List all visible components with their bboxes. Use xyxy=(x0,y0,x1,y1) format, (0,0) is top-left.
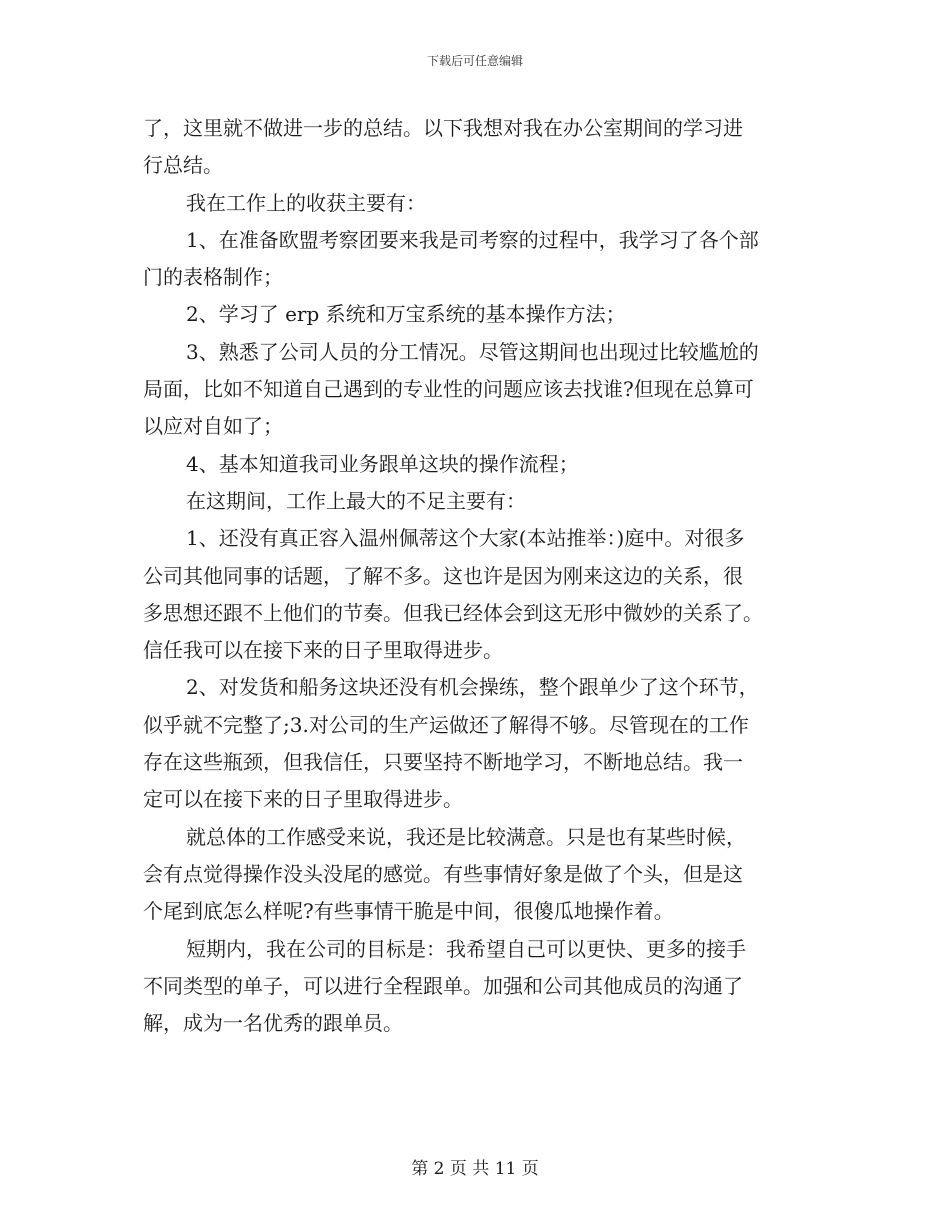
body-line: 多思想还跟不上他们的节奏。但我已经体会到这无形中微妙的关系了。 xyxy=(143,600,763,625)
body-line: 以应对自如了； xyxy=(143,414,283,439)
body-line: 在这期间，工作上最大的不足主要有： xyxy=(186,488,526,513)
body-line: 公司其他同事的话题，了解不多。这也许是因为刚来这边的关系，很 xyxy=(143,563,743,588)
body-line: 就总体的工作感受来说，我还是比较满意。只是也有某些时候， xyxy=(186,824,746,849)
body-line: 会有点觉得操作没头没尾的感觉。有些事情好象是做了个头，但是这 xyxy=(143,861,743,886)
body-line: 2、学习了 erp 系统和万宝系统的基本操作方法； xyxy=(186,302,626,327)
body-line: 局面，比如不知道自己遇到的专业性的问题应该去找谁?但现在总算可 xyxy=(143,377,754,402)
body-line: 4、基本知道我司业务跟单这块的操作流程； xyxy=(186,451,579,476)
body-line: 了，这里就不做进一步的总结。以下我想对我在办公室期间的学习进 xyxy=(143,116,743,140)
body-line: 个尾到底怎么样呢?有些事情干脆是中间，很傻瓜地操作着。 xyxy=(143,899,674,924)
body-line: 信任我可以在接下来的日子里取得进步。 xyxy=(143,638,503,663)
body-line: 我在工作上的收获主要有： xyxy=(186,190,426,215)
body-line: 存在这些瓶颈，但我信任，只要坚持不断地学习，不断地总结。我一 xyxy=(143,750,743,775)
body-line: 门的表格制作； xyxy=(143,265,283,290)
body-line: 行总结。 xyxy=(143,153,223,178)
page-header: 下载后可任意编辑 xyxy=(426,54,523,68)
body-line: 定可以在接下来的日子里取得进步。 xyxy=(143,787,463,812)
body-line: 短期内，我在公司的目标是：我希望自己可以更快、更多的接手 xyxy=(186,936,746,961)
body-line: 解，成为一名优秀的跟单员。 xyxy=(143,1011,403,1036)
body-line: 不同类型的单子，可以进行全程跟单。加强和公司其他成员的沟通了 xyxy=(143,973,743,998)
body-line: 2、对发货和船务这块还没有机会操练，整个跟单少了这个环节， xyxy=(186,675,759,700)
document-body xyxy=(143,110,808,1042)
body-line: 1、还没有真正容入温州佩蒂这个大家(本站推举：)庭中。对很多 xyxy=(186,526,745,551)
body-line: 1、在准备欧盟考察团要来我是司考察的过程中，我学习了各个部 xyxy=(186,227,759,252)
body-line: 3、熟悉了公司人员的分工情况。尽管这期间也出现过比较尴尬的 xyxy=(186,339,759,364)
body-line: 似乎就不完整了;3.对公司的生产运做还了解得不够。尽管现在的工作 xyxy=(143,712,749,737)
page-number: 第 2 页 共 11 页 xyxy=(411,1159,539,1179)
